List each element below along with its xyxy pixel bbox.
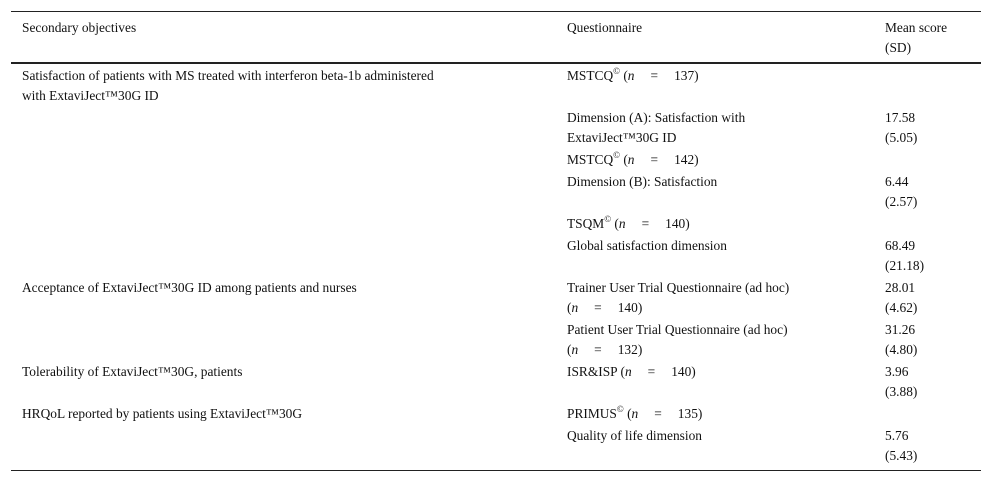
global-satisfaction-sd: (21.18) — [885, 258, 925, 273]
dimension-b-mean: 6.44 — [885, 174, 909, 189]
patient-mean: 31.26 — [885, 322, 916, 337]
table-top-rule — [11, 11, 981, 12]
dimension-b: Dimension (B): Satisfaction — [567, 174, 718, 189]
quality-of-life-sd: (5.43) — [885, 448, 918, 463]
questionnaire-primus-135: PRIMUS© (n = 135) — [567, 403, 703, 421]
trainer-user-trial-questionnaire: Trainer User Trial Questionnaire (ad hoc) — [567, 280, 790, 295]
questionnaire-mstcq-137: MSTCQ© (n = 137) — [567, 65, 699, 83]
trainer-mean: 28.01 — [885, 280, 916, 295]
global-satisfaction-dimension: Global satisfaction dimension — [567, 238, 727, 253]
header-mean-score: Mean score — [885, 20, 948, 35]
objective-4: HRQoL reported by patients using ExtaviJect™30G — [22, 406, 303, 421]
patient-sd: (4.80) — [885, 342, 918, 357]
questionnaire-mstcq-142: MSTCQ© (n = 142) — [567, 149, 699, 167]
objective-1-line-2: with ExtaviJect™30G ID — [22, 88, 159, 103]
header-questionnaire: Questionnaire — [567, 20, 643, 35]
quality-of-life-mean: 5.76 — [885, 428, 909, 443]
header-secondary-objectives: Secondary objectives — [22, 20, 137, 35]
questionnaire-tsqm-140: TSQM© (n = 140) — [567, 213, 690, 231]
questionnaire-isr-isp-140: ISR&ISP (n = 140) — [567, 364, 696, 379]
objective-2: Acceptance of ExtaviJect™30G ID among patients and nurses — [22, 280, 357, 295]
objective-1-line-1: Satisfaction of patients with MS treated with interferon beta-1b administered — [22, 68, 434, 83]
patient-user-trial-questionnaire: Patient User Trial Questionnaire (ad hoc) — [567, 322, 788, 337]
table-header-rule — [11, 62, 981, 64]
dimension-b-sd: (2.57) — [885, 194, 918, 209]
objective-3: Tolerability of ExtaviJect™30G, patients — [22, 364, 243, 379]
dimension-a-sd: (5.05) — [885, 130, 918, 145]
trainer-n: (n = 140) — [567, 300, 643, 315]
isr-sd: (3.88) — [885, 384, 918, 399]
quality-of-life-dimension: Quality of life dimension — [567, 428, 702, 443]
dimension-a-line-1: Dimension (A): Satisfaction with — [567, 110, 746, 125]
global-satisfaction-mean: 68.49 — [885, 238, 916, 253]
trainer-sd: (4.62) — [885, 300, 918, 315]
isr-mean: 3.96 — [885, 364, 909, 379]
patient-n: (n = 132) — [567, 342, 643, 357]
table-bottom-rule — [11, 470, 981, 471]
header-sd: (SD) — [885, 40, 912, 55]
dimension-a-mean: 17.58 — [885, 110, 916, 125]
dimension-a-line-2: ExtaviJect™30G ID — [567, 130, 677, 145]
